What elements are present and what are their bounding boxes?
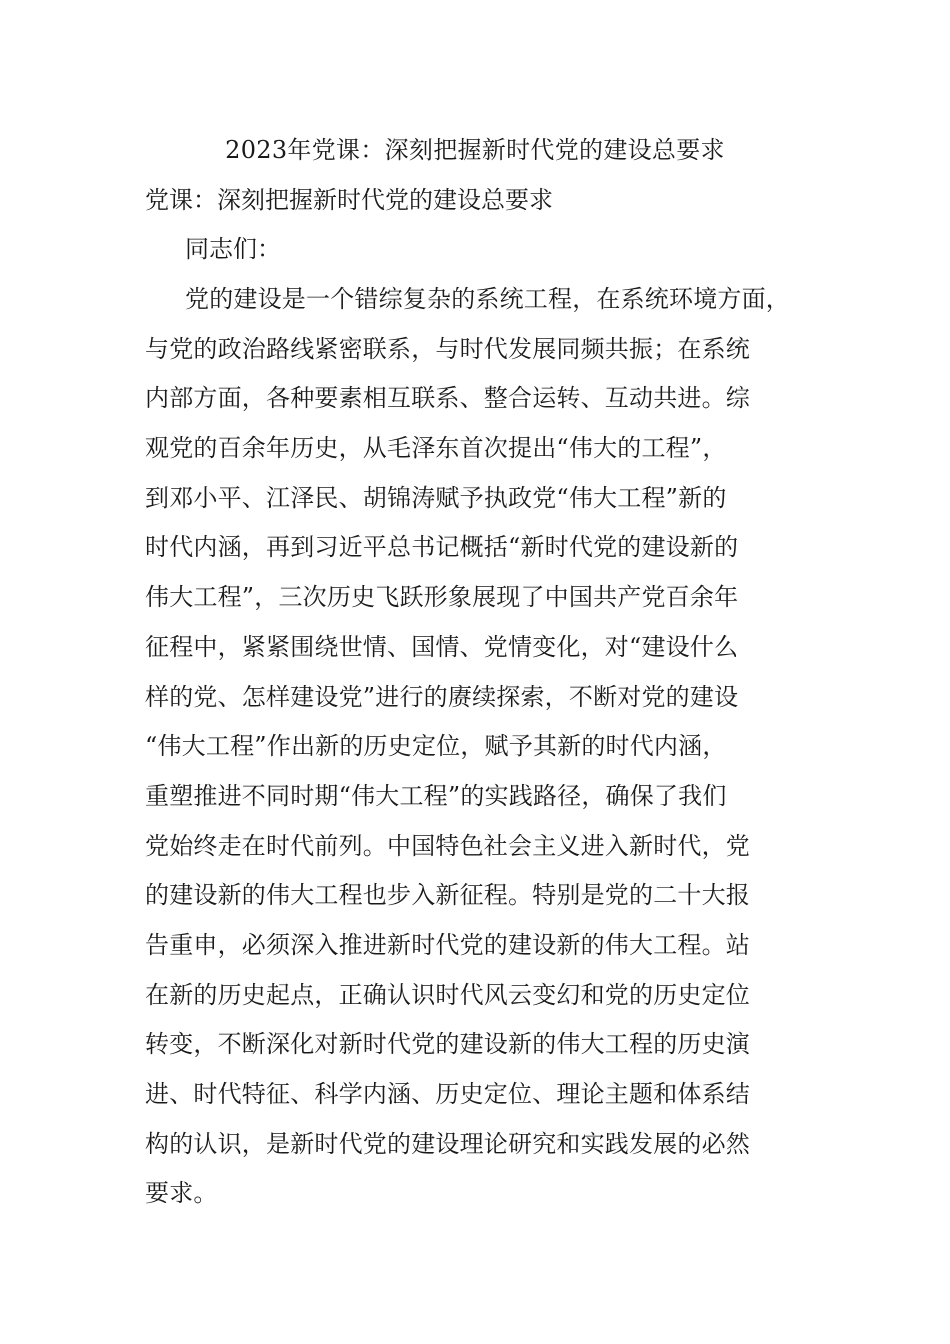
paragraph-line: 与党的政治路线紧密联系，与时代发展同频共振；在系统 [145,334,750,363]
paragraph-line: 的建设新的伟大工程也步入新征程。特别是党的二十大报 [145,881,750,910]
paragraph-line: 重塑推进不同时期“伟大工程”的实践路径，确保了我们 [145,781,727,810]
paragraph-line: 伟大工程”，三次历史飞跃形象展现了中国共产党百余年 [145,583,739,612]
body-paragraph [145,279,825,1223]
paragraph-line: 时代内涵，再到习近平总书记概括“新时代党的建设新的 [145,533,739,562]
paragraph-line: “伟大工程”作出新的历史定位，赋予其新的时代内涵， [145,732,727,761]
paragraph-line: 在新的历史起点，正确认识时代风云变幻和党的历史定位 [145,980,750,1009]
paragraph-line: 内部方面，各种要素相互联系、整合运转、互动共进。综 [145,384,750,413]
paragraph-line: 党始终走在时代前列。中国特色社会主义进入新时代，党 [145,831,750,860]
paragraph-line: 要求。 [145,1179,218,1208]
paragraph-line: 观党的百余年历史，从毛泽东首次提出“伟大的工程”， [145,434,727,463]
greeting: 同志们： [185,235,281,263]
paragraph-line: 征程中，紧紧围绕世情、国情、党情变化，对“建设什么 [145,632,739,661]
paragraph-line: 样的党、怎样建设党”进行的赓续探索，不断对党的建设 [145,682,739,711]
paragraph-line: 转变，不断深化对新时代党的建设新的伟大工程的历史演 [145,1030,750,1059]
document-subtitle: 党课：深刻把握新时代党的建设总要求 [145,186,553,214]
document-title: 2023年党课：深刻把握新时代党的建设总要求 [225,136,725,164]
paragraph-line: 构的认识，是新时代党的建设理论研究和实践发展的必然 [145,1129,750,1158]
paragraph-line: 进、时代特征、科学内涵、历史定位、理论主题和体系结 [145,1080,750,1108]
paragraph-line: 党的建设是一个错综复杂的系统工程，在系统环境方面， [185,285,790,313]
paragraph-line: 到邓小平、江泽民、胡锦涛赋予执政党“伟大工程”新的 [145,483,727,512]
paragraph-line: 告重申，必须深入推进新时代党的建设新的伟大工程。站 [145,930,750,959]
